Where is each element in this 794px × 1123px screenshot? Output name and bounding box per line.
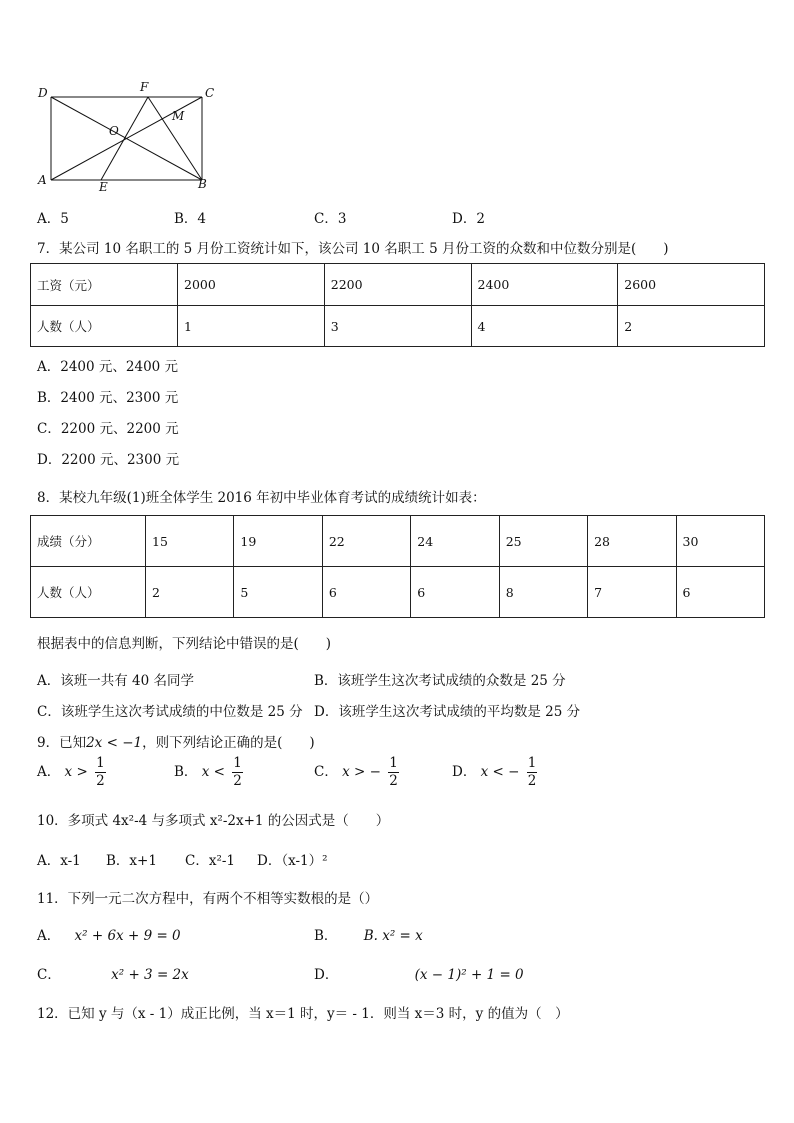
q7-stem: 7．某公司 10 名职工的 5 月份工资统计如下，该公司 10 名职工 5 月份工资的众数和中位数分别是( ) xyxy=(37,241,669,257)
q6-option-d[interactable]: D．2 xyxy=(452,211,485,227)
q7-option-c[interactable]: C．2200 元、2200 元 xyxy=(37,421,179,437)
q10-option-c[interactable]: C．x²-1 xyxy=(185,853,236,869)
q6-option-a[interactable]: A．5 xyxy=(37,211,69,227)
q10-option-b[interactable]: B．x+1 xyxy=(106,853,157,869)
q8-header-cell: 15 xyxy=(146,516,234,567)
q10-stem: 10．多项式 4x²-4 与多项式 x²-2x+1 的公因式是（ ） xyxy=(37,813,390,829)
label-D: D xyxy=(38,86,48,100)
label-E: E xyxy=(99,180,108,194)
q8-row-cell: 7 xyxy=(588,567,676,618)
q6-option-b[interactable]: B．4 xyxy=(174,211,207,227)
q11-stem: 11．下列一元二次方程中，有两个不相等实数根的是（） xyxy=(37,891,379,907)
q8-row-cell: 6 xyxy=(411,567,499,618)
q8-stem: 8．某校九年级(1)班全体学生 2016 年初中毕业体育考试的成绩统计如表： xyxy=(37,490,486,506)
q8-header-cell: 30 xyxy=(676,516,764,567)
q8-header-cell: 28 xyxy=(588,516,676,567)
q7-row-label: 人数（人） xyxy=(31,306,178,347)
fraction: $\frac{1}{2}$ xyxy=(96,755,105,789)
q8-table xyxy=(30,515,765,618)
q8-header-cell: 25 xyxy=(499,516,587,567)
q10-option-a[interactable]: A．x-1 xyxy=(37,853,81,869)
q9-option-d[interactable]: D． x < − $\frac{1}{2}$ xyxy=(452,755,537,789)
q7-option-d[interactable]: D．2200 元、2300 元 xyxy=(37,452,180,468)
q8-option-a[interactable]: A．该班一共有 40 名同学 xyxy=(37,673,195,689)
q8-prompt: 根据表中的信息判断，下列结论中错误的是( ) xyxy=(37,636,332,652)
q7-row-cell: 1 xyxy=(178,306,325,347)
q8-header-label: 成绩（分） xyxy=(31,516,146,567)
q9-option-b[interactable]: B． x < $\frac{1}{2}$ xyxy=(174,755,242,789)
q7-row-cell: 3 xyxy=(324,306,471,347)
q7-row-cell: 2 xyxy=(618,306,765,347)
q6-option-c[interactable]: C．3 xyxy=(314,211,347,227)
label-O: O xyxy=(109,124,119,138)
fraction: $\frac{1}{2}$ xyxy=(389,755,398,789)
label-C: C xyxy=(205,86,215,100)
q8-header-cell: 24 xyxy=(411,516,499,567)
q10-option-d[interactable]: D．（x-1）² xyxy=(257,853,328,869)
q7-header-cell: 2600 xyxy=(618,264,765,306)
q7-row-cell: 4 xyxy=(471,306,618,347)
q8-option-b[interactable]: B．该班学生这次考试成绩的众数是 25 分 xyxy=(314,673,566,689)
q7-header-cell: 2200 xyxy=(324,264,471,306)
q8-row-label: 人数（人） xyxy=(31,567,146,618)
q7-header-cell: 2000 xyxy=(178,264,325,306)
q8-row-cell: 5 xyxy=(234,567,322,618)
q8-option-d[interactable]: D．该班学生这次考试成绩的平均数是 25 分 xyxy=(314,704,581,720)
q7-option-b[interactable]: B．2400 元、2300 元 xyxy=(37,390,179,406)
q7-header-cell: 2400 xyxy=(471,264,618,306)
q7-header-label: 工资（元） xyxy=(31,264,178,306)
q8-header-cell: 22 xyxy=(322,516,410,567)
q9-option-c[interactable]: C． x > − $\frac{1}{2}$ xyxy=(314,755,398,789)
q8-row-cell: 8 xyxy=(499,567,587,618)
q8-row-cell: 2 xyxy=(146,567,234,618)
label-B: B xyxy=(198,177,207,191)
label-M: M xyxy=(172,109,185,123)
q12-stem: 12．已知 y 与（x - 1）成正比例，当 x＝1 时，y＝ - 1．则当 x＝3 时，y 的值为（ ） xyxy=(37,1006,569,1022)
q9-stem-post: ，则下列结论正确的是( ) xyxy=(142,735,315,751)
fraction: $\frac{1}{2}$ xyxy=(233,755,242,789)
q9-stem xyxy=(37,731,315,751)
q11-option-d[interactable]: D． (x − 1)² + 1 = 0 xyxy=(314,967,524,983)
label-F: F xyxy=(140,80,149,94)
q9-option-a[interactable]: A． x > $\frac{1}{2}$ xyxy=(37,755,105,789)
q9-stem-math: 2x < −1 xyxy=(86,735,143,751)
q8-option-c[interactable]: C．该班学生这次考试成绩的中位数是 25 分 xyxy=(37,704,303,720)
q11-option-b[interactable]: B． B. x² = x xyxy=(314,928,423,944)
q8-row-cell: 6 xyxy=(676,567,764,618)
q8-header-cell: 19 xyxy=(234,516,322,567)
q11-option-c[interactable]: C． x² + 3 = 2x xyxy=(37,967,189,983)
q8-row-cell: 6 xyxy=(322,567,410,618)
q9-stem-pre: 9．已知 xyxy=(37,735,87,751)
label-A: A xyxy=(38,173,47,187)
q7-table xyxy=(30,263,765,347)
fraction: $\frac{1}{2}$ xyxy=(527,755,537,789)
q11-option-a[interactable]: A． x² + 6x + 9 = 0 xyxy=(37,928,181,944)
q7-option-a[interactable]: A．2400 元、2400 元 xyxy=(37,359,179,375)
